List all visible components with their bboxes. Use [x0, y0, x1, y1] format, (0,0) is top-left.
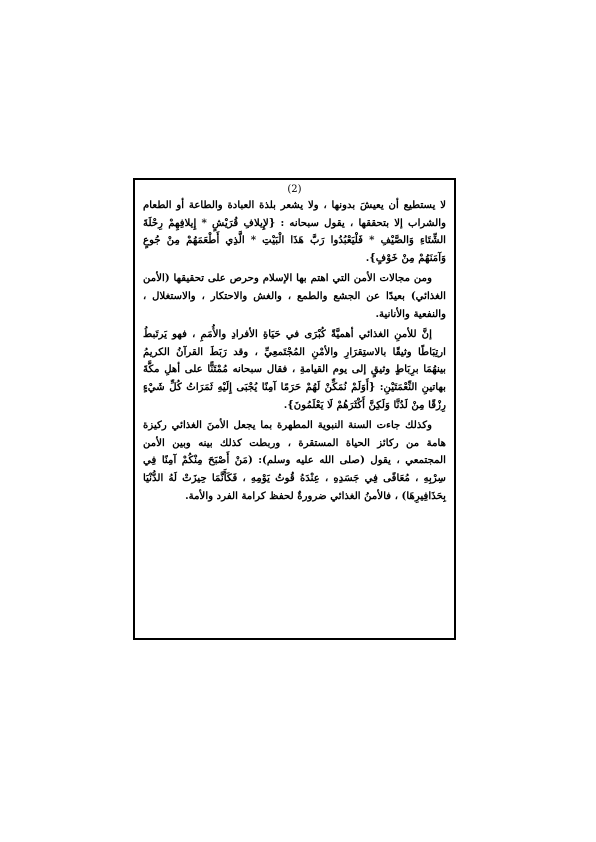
page-number: (2): [287, 184, 302, 195]
body-text: [143, 197, 446, 505]
paragraph-1: لا يستطيع أن يعيشَ بدونها ، ولا يشعر بلذة العبادة والطاعة أو الطعام والشراب إلا بتحققها ، يقول سبحانه : {لإِيلافِ قُرَيْشٍ * إِيلافِهِمْ رِحْلَةَ الشِّتَاءِ وَالصَّيْفِ * فَلْيَعْبُدُوا رَبَّ هَذَا الْبَيْتِ * الَّذِي أَطْعَمَهُمْ مِنْ جُوعٍ وَآمَنَهُمْ مِنْ خَوْفٍ}.: [143, 199, 446, 264]
paragraph-4: وكذلك جاءت السنة النبوية المطهرة بما يجعل الأمنَ الغذائي ركيزة هامة من ركائز الحياة المستقرة ، وربطت كذلك بينه وبين الأمن المجتمعي ، يقول (صلى الله عليه وسلم): (مَنْ أَصْبَحَ مِنْكُمْ آمِنًا فِي سِرْبِهِ ، مُعَافًى فِي جَسَدِهِ ، عِنْدَهُ قُوتُ يَوْمِهِ ، فَكَأَنَّمَا حِيزَتْ لَهُ الدُّنْيَا بِحَذَافِيرِهَا) ، فالأمنُ الغذائي ضرورةٌ لحفظ كرامة الفرد والأمة.: [143, 419, 446, 502]
paragraph-2: ومن مجالات الأمن التي اهتم بها الإسلام وحرص على تحقيقها (الأمن الغذائي) بعيدًا عن الجشع والطمع ، والغش والاحتكار ، والاستغلال ، والنفعية والأنانية.: [143, 272, 446, 320]
page-text-frame: [133, 178, 456, 640]
paragraph-3: إنَّ للأمنِ الغذائي أهميَّةً كُبْرَى في حَيَاةِ الأفرادِ والأُمَمِ ، فهو يَرتَبطُ ارتِبَاطًا وثيقًا بالاستِقرَارِ والأمْنِ المُجْتَمعِيِّ ، وقد رَبَطَ القرآنُ الكريمُ بينهُمَا برِبَاطٍ وثيقٍ إلى يوم القيامةِ ، فقال سبحانه مُمْتَنًّا على أهلِ مكَّةَ بهاتينِ النِّعْمَتَيْنِ: {أَوَلَمْ نُمَكِّنْ لَهُمْ حَرَمًا آمِنًا يُجْبَى إِلَيْهِ ثَمَرَاتُ كُلِّ شَيْءٍ رِزْقًا مِنْ لَدُنَّا وَلَكِنَّ أَكْثَرَهُمْ لَا يَعْلَمُونَ}.: [143, 328, 446, 411]
